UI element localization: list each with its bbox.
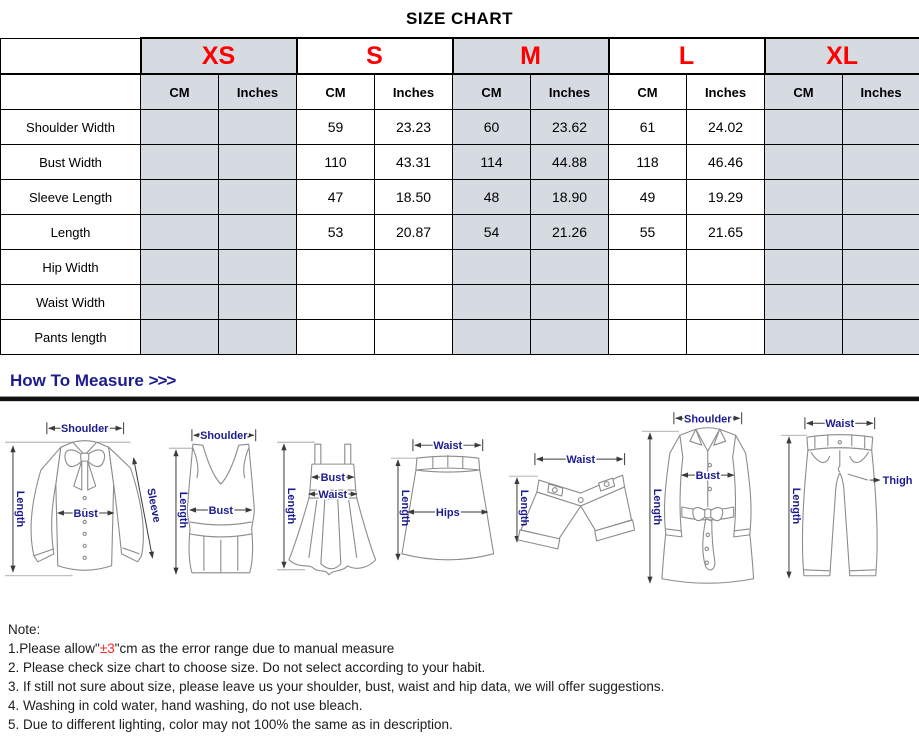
value-cell — [843, 250, 919, 285]
value-cell — [453, 320, 531, 355]
row-label: Length — [1, 215, 141, 250]
table-row — [1, 215, 919, 250]
value-cell: 47 — [297, 180, 375, 215]
size-header-l: L — [609, 38, 765, 74]
value-cell — [219, 215, 297, 250]
table-row — [1, 145, 919, 180]
table-row — [1, 320, 919, 355]
unit-header-row — [1, 74, 919, 110]
label-bust: Bust — [73, 507, 98, 520]
value-cell — [453, 250, 531, 285]
value-cell — [843, 215, 919, 250]
value-cell — [141, 285, 219, 320]
value-cell — [375, 320, 453, 355]
value-cell — [219, 250, 297, 285]
unit-header-inches: Inches — [219, 74, 297, 110]
unit-header-inches: Inches — [531, 74, 609, 110]
value-cell: 44.88 — [531, 145, 609, 180]
value-cell — [843, 320, 919, 355]
size-header-m: M — [453, 38, 609, 74]
value-cell: 110 — [297, 145, 375, 180]
value-cell — [765, 110, 843, 145]
value-cell: 23.23 — [375, 110, 453, 145]
value-cell: 114 — [453, 145, 531, 180]
value-cell — [141, 145, 219, 180]
value-cell — [219, 320, 297, 355]
label-bust: Bust — [695, 470, 720, 483]
value-cell — [375, 250, 453, 285]
value-cell — [141, 110, 219, 145]
value-cell — [843, 145, 919, 180]
value-cell: 60 — [453, 110, 531, 145]
label-length: Length — [177, 491, 190, 529]
value-cell: 53 — [297, 215, 375, 250]
row-label-blank — [1, 74, 141, 110]
figure-coat — [637, 409, 779, 591]
value-cell: 24.02 — [687, 110, 765, 145]
value-cell — [531, 285, 609, 320]
measure-figures — [0, 402, 919, 614]
value-cell — [297, 250, 375, 285]
row-label: Shoulder Width — [1, 110, 141, 145]
figure-shorts — [502, 450, 637, 560]
note-line-4: 4. Washing in cold water, hand washing, do not use bleach. — [8, 698, 363, 713]
label-bust: Bust — [320, 472, 346, 485]
value-cell — [609, 250, 687, 285]
notes-section — [0, 614, 919, 744]
label-length: Length — [650, 488, 663, 526]
figure-blouse — [3, 418, 167, 588]
unit-header-inches: Inches — [687, 74, 765, 110]
value-cell — [297, 285, 375, 320]
label-length: Length — [398, 489, 411, 527]
label-waist: Waist — [566, 454, 596, 467]
size-header-xl: XL — [765, 38, 919, 74]
label-length: Length — [518, 489, 531, 527]
row-label: Hip Width — [1, 250, 141, 285]
value-cell — [375, 285, 453, 320]
table-row — [1, 110, 919, 145]
how-to-measure-heading — [0, 355, 919, 396]
size-header-row — [1, 38, 919, 74]
value-cell: 21.26 — [531, 215, 609, 250]
figure-pants — [778, 414, 916, 588]
row-label: Waist Width — [1, 285, 141, 320]
note-1-post: "cm as the error range due to manual measure — [114, 641, 395, 656]
label-waist: Waist — [825, 418, 855, 431]
notes-heading: Note: — [8, 622, 41, 637]
heading-text: How To Measure — [10, 371, 144, 390]
value-cell — [219, 145, 297, 180]
value-cell: 49 — [609, 180, 687, 215]
label-length: Length — [13, 490, 26, 528]
value-cell — [765, 285, 843, 320]
value-cell — [765, 320, 843, 355]
label-hips: Hips — [435, 506, 460, 519]
value-cell — [219, 110, 297, 145]
value-cell: 118 — [609, 145, 687, 180]
value-cell — [765, 215, 843, 250]
note-line-5: 5. Due to different lighting, color may not 100% the same as in description. — [8, 717, 453, 732]
value-cell — [531, 320, 609, 355]
value-cell: 19.29 — [687, 180, 765, 215]
value-cell: 21.65 — [687, 215, 765, 250]
value-cell: 43.31 — [375, 145, 453, 180]
value-cell — [219, 180, 297, 215]
note-1-tolerance: ±3 — [99, 641, 115, 656]
row-label: Bust Width — [1, 145, 141, 180]
size-chart-table — [0, 37, 919, 355]
unit-header-cm: CM — [765, 74, 843, 110]
value-cell — [843, 110, 919, 145]
value-cell: 48 — [453, 180, 531, 215]
chevrons-icon: >>> — [148, 371, 176, 390]
value-cell — [141, 250, 219, 285]
value-cell — [843, 180, 919, 215]
size-header-xs: XS — [141, 38, 297, 74]
label-waist: Waist — [318, 489, 348, 502]
value-cell — [687, 320, 765, 355]
note-line-2: 2. Please check size chart to choose size. Do not select according to your habit. — [8, 660, 486, 675]
figure-skirt — [389, 436, 503, 568]
value-cell: 20.87 — [375, 215, 453, 250]
table-row — [1, 180, 919, 215]
value-cell — [609, 285, 687, 320]
value-cell — [297, 320, 375, 355]
label-length: Length — [790, 487, 803, 525]
table-row — [1, 285, 919, 320]
unit-header-cm: CM — [141, 74, 219, 110]
unit-header-inches: Inches — [843, 74, 919, 110]
value-cell — [141, 320, 219, 355]
value-cell — [765, 145, 843, 180]
value-cell — [765, 180, 843, 215]
label-shoulder: Shoulder — [683, 413, 732, 426]
value-cell — [609, 320, 687, 355]
value-cell — [141, 215, 219, 250]
value-cell: 59 — [297, 110, 375, 145]
label-shoulder: Shoulder — [60, 423, 109, 436]
unit-header-cm: CM — [297, 74, 375, 110]
value-cell — [765, 250, 843, 285]
unit-header-inches: Inches — [375, 74, 453, 110]
label-thigh: Thigh — [883, 475, 913, 488]
corner-cell — [1, 38, 141, 74]
size-header-s: S — [297, 38, 453, 74]
value-cell — [687, 250, 765, 285]
unit-header-cm: CM — [609, 74, 687, 110]
value-cell — [531, 250, 609, 285]
label-length: Length — [285, 487, 298, 525]
value-cell — [687, 285, 765, 320]
value-cell: 18.50 — [375, 180, 453, 215]
value-cell: 18.90 — [531, 180, 609, 215]
page-title: SIZE CHART — [406, 9, 513, 28]
row-label: Pants length — [1, 320, 141, 355]
value-cell: 54 — [453, 215, 531, 250]
value-cell: 46.46 — [687, 145, 765, 180]
label-shoulder: Shoulder — [200, 430, 248, 443]
unit-header-cm: CM — [453, 74, 531, 110]
value-cell — [219, 285, 297, 320]
value-cell: 23.62 — [531, 110, 609, 145]
table-row — [1, 250, 919, 285]
label-waist: Waist — [433, 440, 462, 453]
note-line-3: 3. If still not sure about size, please leave us your shoulder, bust, waist and hip data, we will offer suggestions. — [8, 679, 665, 694]
label-sleeve: Sleeve — [144, 487, 163, 524]
value-cell: 55 — [609, 215, 687, 250]
figure-dress — [275, 432, 389, 580]
value-cell — [141, 180, 219, 215]
row-label: Sleeve Length — [1, 180, 141, 215]
note-line-1 — [8, 639, 911, 658]
note-1-pre: 1.Please allow" — [8, 641, 100, 656]
value-cell — [453, 285, 531, 320]
value-cell: 61 — [609, 110, 687, 145]
value-cell — [843, 285, 919, 320]
label-bust: Bust — [209, 504, 234, 517]
figure-tank-top — [167, 426, 275, 586]
